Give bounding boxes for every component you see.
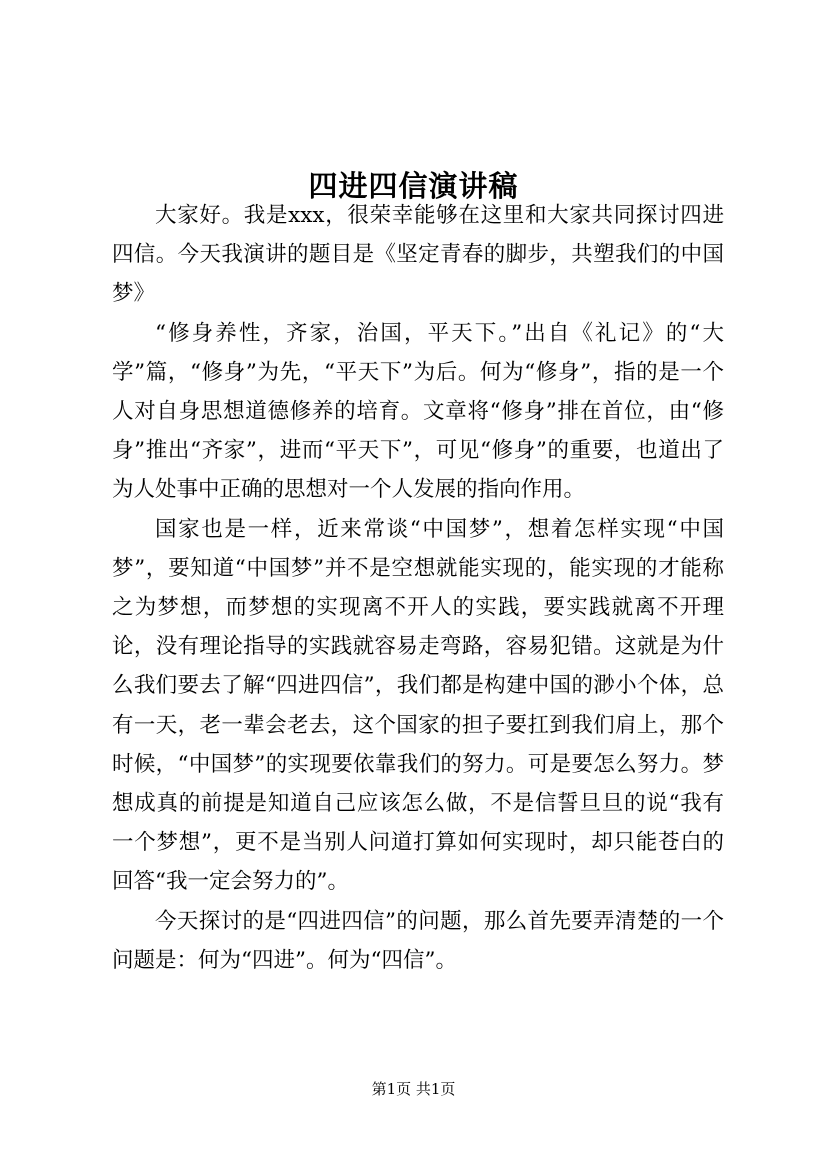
paragraph-question: 今天探讨的是“四进四信”的问题，那么首先要弄清楚的一个问题是：何为“四进”。何为“四信”。 (112, 908, 724, 973)
document-body (112, 196, 724, 980)
document-title: 四进四信演讲稿 (308, 169, 519, 204)
page-footer: 第1页 共1页 (371, 1080, 456, 1098)
paragraph-chinese-dream: 国家也是一样，近来常谈“中国梦”，想着怎样实现“中国梦”，要知道“中国梦”并不是空想就能实现的，能实现的才能称之为梦想，而梦想的实现离不开人的实践，要实践就离不开理论，没有理论指导的实践就容易走弯路，容易犯错。这就是为什么我们要去了解“四进四信”，我们都是构建中国的渺小个体，总有一天，老一辈会老去，这个国家的担子要扛到我们肩上，那个时候，“中国梦”的实现要依靠我们的努力。可是要怎么努力。梦想成真的前提是知道自己应该怎么做，不是信誓旦旦的说“我有一个梦想”，更不是当别人问道打算如何实现时，却只能苍白的回答“我一定会努力的”。 (112, 516, 724, 895)
paragraph-self-cultivation: “修身养性，齐家，治国，平天下。”出自《礼记》的“大学”篇，“修身”为先，“平天下”为后。何为“修身”，指的是一个人对自身思想道德修养的培育。文章将“修身”排在首位，由“修身”推出“齐家”，进而“平天下”，可见“修身”的重要，也道出了为人处事中正确的思想对一个人发展的指向作用。 (112, 320, 724, 503)
paragraph-greeting: 大家好。我是xxx，很荣幸能够在这里和大家共同探讨四进四信。今天我演讲的题目是《坚定青春的脚步，共塑我们的中国梦》 (112, 203, 724, 307)
